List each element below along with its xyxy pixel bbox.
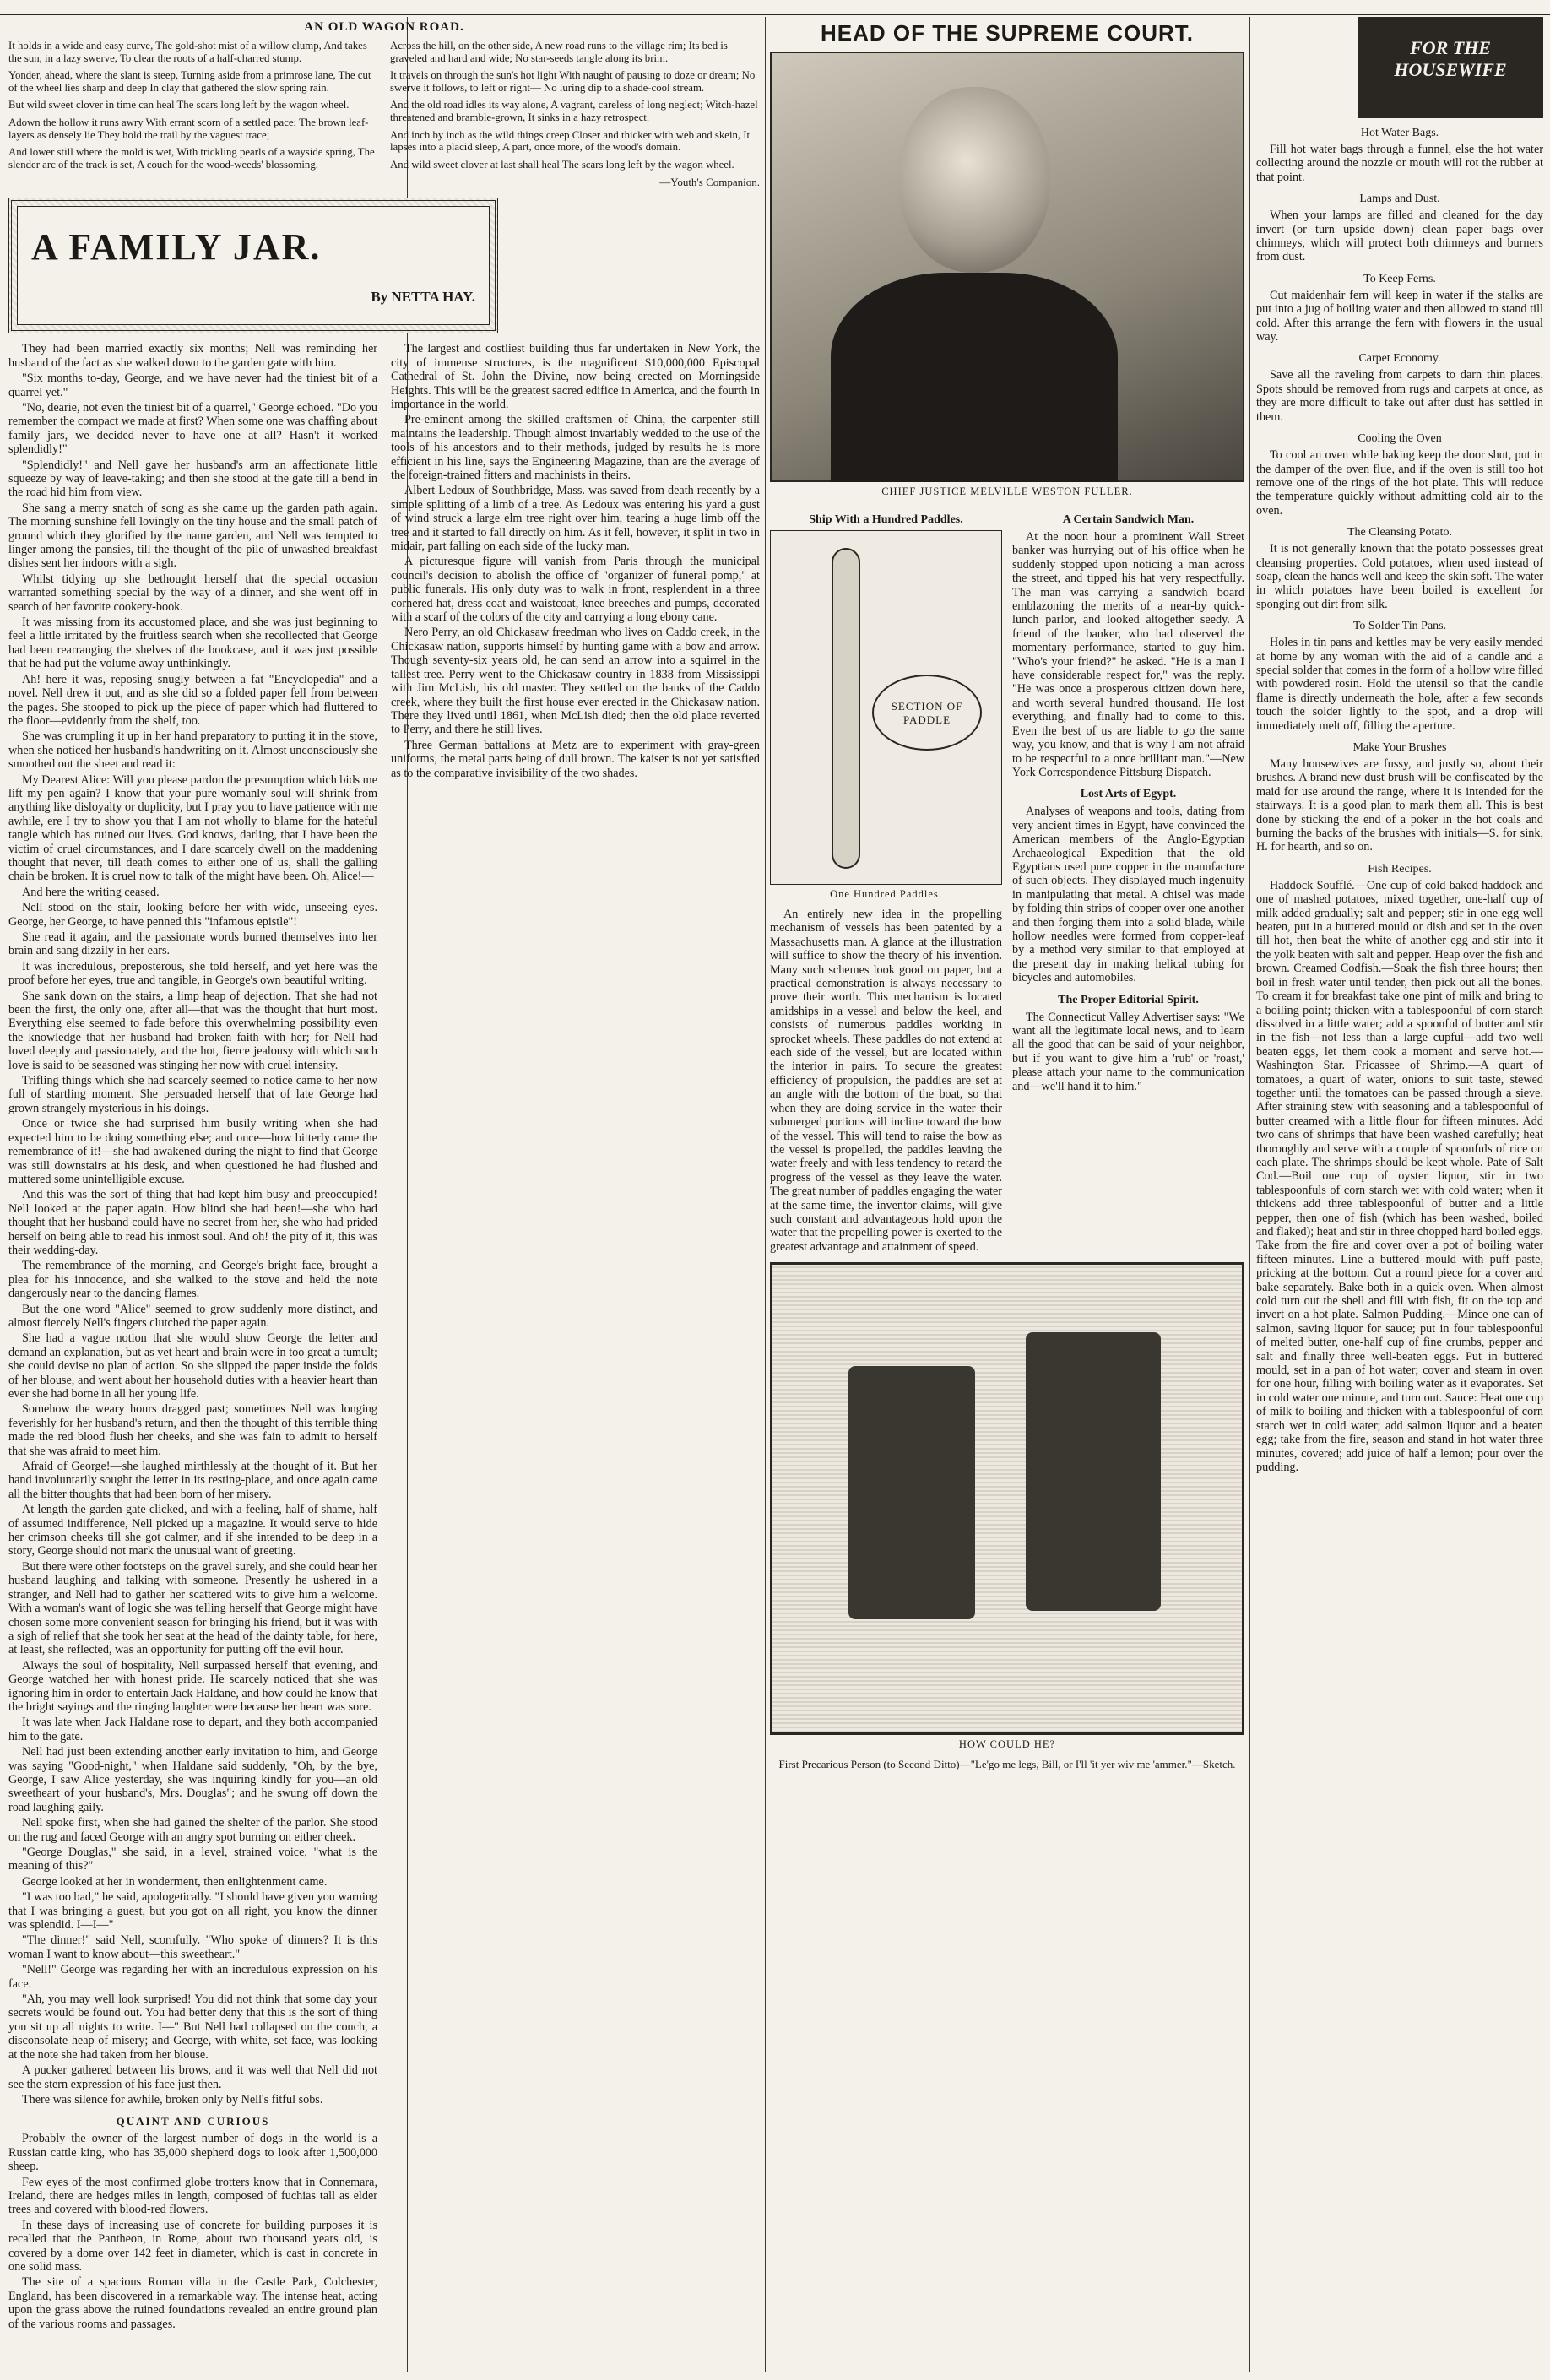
story-paragraph: Somehow the weary hours dragged past; sometimes Nell was longing feverishly for her husband's return, and then the thought of this terrible thing made the red blood flush her cheeks, and she was fain to admit to herself that she was afraid to meet him. [8,1402,377,1458]
paddle-section-label: SECTION OF PADDLE [872,675,982,751]
paddle-caption: One Hundred Paddles. [830,888,942,900]
story-paragraph: Ah! here it was, reposing snugly between a fat "Encyclopedia" and a novel. Nell drew it out, and as she did so a folded paper fell from between the pages. She stooped to pick up the piece of paper which had fluttered to the floor—evidently from the shelf, too. [8,672,377,728]
story-paragraph: It was missing from its accustomed place, and she was just beginning to feel a little irritated by the fruitless search when she recollected that George had been rearranging the shelves of the bookcase, and it was just possible that he had put the volume away unthinkingly. [8,615,377,671]
story-paragraph: She was crumpling it up in her hand preparatory to putting it in the stove, when she noticed her husband's handwriting on it. Almost unconsciously she smoothed out the sheet and read it: [8,729,377,772]
story-paragraph: She sang a merry snatch of song as she came up the garden path again. The morning sunshine fell lovingly on the tiny house and the small patch of ground which they glorified by the name garden, and Nell was tempted to linger among the pansies, till the thought of the pile of unwashed breakfast dishes sent her indoors with a sigh. [8,501,377,571]
story-paragraph: Afraid of George!—she laughed mirthlessly at the thought of it. But her hand involuntarily sought the letter in its resting-place, and once again came all the bitter thoughts that had been born of her misery. [8,1460,377,1501]
tip [1256,432,1543,518]
tip-title: To Keep Ferns. [1363,272,1436,285]
housewife-column [1256,17,1543,1476]
ship-paragraph: An entirely new idea in the propelling mechanism of vessels has been patented by a Massachusetts man. A glance at the illustration will suffice to show the theory of his invention. Many such schemes look good on paper, but a practical demonstration is always necessary to prove their worth. This mechanism is located amidships in a vessel and below the keel, and consists of numerous paddles working in sprocket wheels. These paddles do not extend at each side of the vessel, but are located within the interior in pairs. To secure the greatest efficiency of propulsion, the paddles are set at an angle with the bottom of the boat, so that when they are doing service in the water their submerged portions will incline toward the bow of the vessel. This will tend to raise the bow as the vessel is propelled, the paddles leaving the water freely and with less tendency to retard the progress of the vessel as they leave the water. The great number of paddles engaging the water at the same time, the inventor claims, will give such constant and advantageous hold upon the water that the propelling power is exerted to the greatest advantage and attainment of speed. [770,908,1002,1254]
poem-stanza: Across the hill, on the other side, A new road runs to the village rim; Its bed is graveled and hard and wide; No star-seeds tangle along its brim. [390,40,728,64]
tip-text: To cool an oven while baking keep the door shut, put in the damper of the oven flue, and if the oven is still too hot remove one of the rings of the hot plate. This will reduce the temperature quickly without admitting cold air to the oven. [1256,448,1543,518]
tip [1256,127,1543,184]
tip-text: Cut maidenhair fern will keep in water if the stalks are put into a jug of boiling water and then allowed to stand till cold. After this arrange the fern with flowers in the usual way. [1256,288,1543,344]
column-rule [765,17,766,2372]
top-border [0,0,1550,15]
story-paragraph: The remembrance of the morning, and George's bright face, brought a plea for his innocence, and she walked to the stove and held the note dangerously near to the dancing flames. [8,1259,377,1301]
fuller-portrait [770,52,1244,482]
story-paragraph: She had a vague notion that she would show George the letter and demand an explanation, but as yet heart and brain were in too great a tumult; she could devise no plan of action. So she slipped the paper inside the folds of her blouse, and went about her household duties with a heavier heart than ever she had borne in all her young life. [8,1331,377,1401]
story-paragraph: A pucker gathered between his brows, and it was well that Nell did not see the stern expression of his face just then. [8,2063,377,2091]
tip [1256,526,1543,611]
story-paragraph: "George Douglas," she said, in a level, strained voice, "what is the meaning of this?" [8,1846,377,1873]
supreme-caption: CHIEF JUSTICE MELVILLE WESTON FULLER. [881,485,1133,497]
cartoon-illustration [770,1262,1244,1735]
tip-text: Fill hot water bags through a funnel, else the hot water collecting around the nozzle or mouth will rot the rubber at that point. [1256,143,1543,184]
story-paragraph: "Six months to-day, George, and we have never had the tiniest bit of a quarrel yet." [8,371,377,399]
story-paragraph: It was incredulous, preposterous, she told herself, and yet here was the proof before her eyes, true and tangible, in George's own beautiful writing. [8,959,377,988]
tip-text: When your lamps are filled and cleaned for the day invert (or turn upside down) clean paper bags over chimneys, which will protect both chimneys and burners from dust. [1256,209,1543,264]
tip-title: To Solder Tin Pans. [1352,620,1447,633]
quaint-paragraph: Probably the owner of the largest number of dogs in the world is a Russian cattle king, who has 35,000 shepherd dogs to look after 1,500,000 sheep. [8,2132,377,2174]
quaint-paragraph: Few eyes of the most confirmed globe trotters know that in Connemara, Ireland, there are hedges miles in length, composed of fuchias tall as elder trees and covered with blood-red flowers. [8,2175,377,2217]
column-rule [1249,17,1250,2372]
story-body [8,342,760,2334]
story-paragraph: And this was the sort of thing that had kept him busy and preoccupied! Nell looked at the paper again. How blind she had been!—she who had thought that her husband could have no secret from her, she who had prided herself on being able to read his inmost soul. And oh! the pity of it, this was their wedding-day. [8,1188,377,1257]
portrait-robe [831,273,1118,482]
story-title: A FAMILY JAR. [31,226,322,268]
story-paragraph: Trifling things which she had scarcely seemed to notice came to her now full of startling moment. She persuaded herself that of late George had grown strangely mysterious in his doings. [8,1074,377,1115]
story-paragraph: She read it again, and the passionate words burned themselves into her brain and sang dizzily in her ears. [8,930,377,958]
cartoon-caption: First Precarious Person (to Second Ditto)—"Le'go me legs, Bill, or I'll 'it yer wiv me 'ammer."—Sketch. [778,1758,1236,1771]
story-banner-inner [17,206,490,325]
story-paragraph: Once or twice she had surprised him busily writing when she had expected him to be doing something else; and once—how bitterly came the remembrance of it!—she had awakened during the night to find that George was still downstairs at his desk, and when questioned he had flushed and muttered some unintelligible excuse. [8,1117,377,1186]
middle-block [770,17,1244,1778]
ship-sandwich-row [770,505,1244,1255]
sandwich-article [1012,505,1244,1255]
tip-text: Holes in tin pans and kettles may be very easily mended at home by any woman with the aid of a candle and a special solder that comes in the form of a hollow wire filled with powdered rosin. Hold the utensil so that the candle flame is directly underneath the hole, after a few seconds touch the solder lightly to the spot, and a drop will immediately melt off, filling the aperture. [1256,636,1543,733]
sandwich-title: A Certain Sandwich Man. [1062,513,1195,526]
left-block [8,17,760,2334]
quaint-paragraph: The site of a spacious Roman villa in the Castle Park, Colchester, England, has been discovered in a remarkable way. The intense heat, acting upon the grass above the ruined foundations revealed an entire ground plan of the various rooms and passages. [8,2275,377,2331]
poem-stanza: And inch by inch as the wild things creep Closer and thicker with web and skein, It lapses into a placid sleep, A part, once more, of the wood's domain. [390,128,751,154]
story-banner [8,198,498,333]
tip-title: Lamps and Dust. [1359,192,1440,206]
tip-title: Carpet Economy. [1358,352,1441,366]
tip [1256,741,1543,854]
quaint-paragraph: Pre-eminent among the skilled craftsmen of China, the carpenter still maintains the leadership. Though almost invariably wedded to the use of the tools of his ancestors and to their methods, judged by results he is more efficient in his line, says the Engineering Magazine, than are the average of the foreign-trained fitters and machinists in theirs. [391,413,760,482]
paddle-shaft-illustration [832,548,860,869]
poem-stanza: But wild sweet clover in time can heal The scars long left by the wagon wheel. [8,99,350,111]
story-paragraph: There was silence for awhile, broken only by Nell's fitful sobs. [22,2092,323,2106]
housewife-banner: FOR THE HOUSEWIFE [1358,17,1543,118]
story-paragraph: "Splendidly!" and Nell gave her husband's arm an affectionate little squeeze by way of leave-taking; and then she stood at the gate till a bend in the road hid him from view. [8,458,377,500]
story-paragraph: "No, dearie, not even the tiniest bit of a quarrel," George echoed. "Do you remember the compact we made at first? When some one was chaffing about family jars, we decided never to have one at all? Hasn't it worked splendidly!" [8,400,377,457]
story-paragraph: But there were other footsteps on the gravel surely, and she could hear her husband laughing and talking with someone. Presently he ushered in a stranger, and Nell had to gather her scattered wits to give him a welcome. With a woman's want of logic she was telling herself that George might have chosen some more convenient season for bringing his friend, but it was with a sigh of relief that she took her seat at the head of the dainty table, for here, at least, she reflected, was an opportunity for putting off the evil hour. [8,1559,377,1657]
story-paragraph: And here the writing ceased. [22,885,160,899]
tip-text: It is not generally known that the potato possesses great cleansing properties. Cold potatoes, when used instead of soap, clean the hands well and keep the skin soft. The water in which potatoes have been boiled is excellent for sponging out dirt from silk. [1256,542,1543,611]
egypt-paragraph: Analyses of weapons and tools, dating from very ancient times in Egypt, have convinced the American members of the Anglo-Egyptian Archaeological Expedition that the old Egyptians used pure copper in the manufacture of such objects. They displayed much ingenuity in manipulating that metal. A chisel was made by folding thin strips of copper over one another and then forging them into a solid blade, while hollow needles were formed from copper-leaf by a method very similar to that employed at the present day in making helical tubing for bicycles and automobiles. [1012,805,1244,985]
quaint-paragraph: The largest and costliest building thus far undertaken in New York, the city of immense structures, is the magnificent $10,000,000 Episcopal Cathedral of St. John the Divine, now being erected on Morningside Heights. This will be the greatest sacred edifice in America, and the fourth in importance in the world. [391,342,760,411]
tip [1256,273,1543,344]
cartoon-title: HOW COULD HE? [958,1738,1056,1751]
poem-stanza: And lower still where the mold is wet, With trickling pearls of a wayside spring, The slender arc of the track is set, A couch for the wood-weeds' blossoming. [8,146,375,171]
poem-stanza: And the old road idles its way alone, A vagrant, careless of long neglect; Witch-hazel threatened and bramble-grown, It sinks in a hazy retrospect. [390,99,758,123]
ship-article [770,505,1002,1255]
editorial-title: The Proper Editorial Spirit. [1058,993,1199,1006]
editorial-paragraph: The Connecticut Valley Advertiser says: "We want all the legitimate local news, and to learn all the good that can be said of your neighbor, but if you want to give him a 'rub' or 'roast,' please attach your name to the communication and—we'll hand it to him." [1012,1010,1244,1093]
story-paragraph: Always the soul of hospitality, Nell surpassed herself that evening, and George watched her with honest pride. He scarcely noticed that she was ignoring him in order to entertain Jack Haldane, and how could he know that the bright sayings and the ringing laughter were because her heart was sore. [8,1658,377,1714]
poem-left [8,40,378,189]
poem-stanza: It holds in a wide and easy curve, The gold-shot mist of a willow clump, And takes the sun, in a lazy swerve, To clear the roots of a half-charred stump. [8,40,367,64]
story-paragraph: At length the garden gate clicked, and with a feeling, half of shame, half of assumed indifference, Nell picked up a magazine. It would serve to hide her crimson cheeks till she got calmer, and if she intended to be deep in a story, George should not mark the unusual want of greeting. [8,1503,377,1559]
cartoon-figure-right [1026,1332,1161,1611]
quaint-paragraph: In these days of increasing use of concrete for building purposes it is recalled that the Pantheon, in Rome, about two thousand years old, is covered by a dome over 142 feet in diameter, which is cast in concrete in one solid mass. [8,2218,377,2274]
poem-stanza: Adown the hollow it runs awry With errant scorn of a settled pace; The brown leaf-layers as densely lie They hold the trail by the vaguest trace; [8,116,369,141]
quaint-paragraph: Albert Ledoux of Southbridge, Mass. was saved from death recently by a simple splitting of a limb of a tree. As Ledoux was entering his yard a gust of wind struck a large elm tree right over him, tearing a huge limb off the tree and it started to fall directly on him. As it fell, however, it split in two in midair, part falling on each side of the lucky man. [391,484,760,554]
cartoon-figure-left [848,1366,975,1619]
quaint-paragraph: Three German battalions at Metz are to experiment with gray-green uniforms, the metal parts being of dull brown. The kaiser is not yet satisfied as to the comparative invisibility of the two shades. [391,738,760,780]
sandwich-paragraph: At the noon hour a prominent Wall Street banker was hurrying out of his office when he suddenly stopped upon noticing a man across the street, and tipped his hat very respectfully. The man was carrying a sandwich board emblazoning the merits of a near-by quick-lunch parlor, and looked altogether seedy. A friend of the banker, who had observed the momentary performance, started to guy him. "Who's your friend?" he asked. "He is a man I have considerable respect for," was the reply. "He was once a prosperous citizen down here, and worth several hundred thousand. He lost everything, and finally had to come to this. Even the best of us are liable to go the same way, you know, and that is why I am not afraid to be respectful to a once brilliant man."—New York Correspondence Pittsburg Dispatch. [1012,530,1244,779]
story-paragraph: "I was too bad," he said, apologetically. "I should have given you warning that I was bringing a guest, but you got on all right, you know the dinner was splendid. I—I—" [8,1890,377,1933]
tip-title: Hot Water Bags. [1360,127,1439,139]
story-paragraph: Nell had just been extending another early invitation to him, and George was saying "Good-night," when Haldane said suddenly, "Oh, by the bye, George, I saw Alice yesterday, she was inquiring kindly for you—an old sweetheart of your husband's, Mrs. Douglas"; and he swung off down the road laughing gaily. [8,1745,377,1814]
quaint-paragraph: A picturesque figure will vanish from Paris through the municipal council's decision to abolish the office of "organizer of funeral pomp," at public funerals. His only duty was to walk in front, resplendent in a three cornered hat, dress coat and waistcoat, knee breeches and pumps, decorated with a scarf of the colors of the city and carrying a long ebony cane. [391,555,760,625]
portrait-head [898,87,1050,273]
tip-title: Fish Recipes. [1368,862,1432,876]
tip-text: Haddock Soufflé.—One cup of cold baked haddock and one of mashed potatoes, mixed together, one-half cup of milk added gradually; salt and pepper; stir in one egg well beaten, put in a buttered mould or dish and set in the oven till hot, then beat the white of another egg and stir into it the yolk beaten with salt and pepper. Heap over the fish and brown. Creamed Codfish.—Soak the fish three hours; then boil in fresh water until tender, then pick out all the bones. To cream it for breakfast take one pint of milk and bring to a boiling point; thicken with a tablespoonful of corn starch dissolved in a little water; add a spoonful of butter and stir in the fish—not less than a large cupful—add two well beaten eggs, let them cook a moment and serve hot.—Washington Star. Fricassee of Shrimp.—A quart of tomatoes, a quart of water, onions to suit taste, stewed together until the tomatoes can be passed through a sieve. After straining stew with seasoning and a tablespoonful of butter creamed with a little flour for fifteen minutes. Add two cans of shrimps that have been washed carefully; heat thoroughly and serve with a couple of spoonfuls of rice on each plate. The shrimps should be kept whole. Pate of Salt Cod.—Boil one cup of oyster liquor, stir in two tablespoonfuls of corn starch wet with cold water; when it thickens add three tablespoonful of butter and a little pepper, then one of fish (which has been washed, boiled and flaked); heat and stir in three chopped hard boiled eggs. Take from the fire and cover over a pot of boiling water fifteen minutes. Line a buttered mould with puff paste, pricking at the bottom. Cut a round piece for a cover and bake separately. Bake both in a quick oven. When almost cold turn out the shell and fill with fish, fit on the top and invert on a hot plate. Salmon Pudding.—Mince one can of salmon, saving liquor for sauce; put in four tablespoonful of melted butter, one-half cup of fine crumbs, pepper and salt and finally three well-beaten eggs. Put in buttered mould, set in a pan of hot water; cover and steam in oven for one hour, filling with boiling water as it evaporates. Set in cold water one minute, and turn out. Sauce: Heat one cup of milk to boiling and thicken with a tablespoonful of corn starch wet in cold water; add salmon liquor and a beaten egg; take from the fire, season and stand in hot water three minutes, covered; add juice of half a lemon; pour over the pudding. [1256,878,1543,1474]
tip-text: Many housewives are fussy, and justly so, about their brushes. A brand new dust brush will be confiscated by the maid for use around the range, where it is intended for the stairways. It is a good plan to mark them all. This is best done by sticking the end of a poker in the hot coals and burning the backs of the brushes with initials—S. for sink, H. for hearth, and so on. [1256,757,1543,854]
poem-stanza: Yonder, ahead, where the slant is steep, Turning aside from a primrose lane, The cut of the wheel lies sharp and deep In clay that gathered the slow spring rain. [8,69,371,94]
tip-title: Make Your Brushes [1352,741,1447,754]
tip-title: The Cleansing Potato. [1347,526,1453,539]
tip [1256,620,1543,733]
story-paragraph: Nell spoke first, when she had gained the shelter of the parlor. She stood on the rug and faced George with an angry spot burning on either cheek. [8,1816,377,1844]
poem-stanza: And wild sweet clover at last shall heal The scars long left by the wagon wheel. [390,158,734,171]
story-paragraph: Whilst tidying up she bethought herself that the special occasion warranted something special by the way of a dinner, and she went off in search of her favorite cookery-book. [8,572,377,614]
tip [1256,863,1543,1474]
story-paragraph: She sank down on the stairs, a limp heap of dejection. That she had not been the first, the only one, after all—that was the thought that hurt most. Everything else seemed to fade before this overwhelming possibility even the knowledge that her husband had broken faith with her; for Nell had loved deeply and passionately, and the hot, fierce jealousy with which such love is said to be seasoned was stinging her now with cruel intensity. [8,989,377,1072]
quaint-title: QUAINT AND CURIOUS [116,2115,270,2128]
poem [8,40,760,189]
tip-title: Cooling the Oven [1358,432,1442,446]
egypt-title: Lost Arts of Egypt. [1080,788,1177,801]
story-paragraph: It was late when Jack Haldane rose to depart, and they both accompanied him to the gate. [8,1716,377,1743]
tip [1256,352,1543,424]
poem-credit: —Youth's Companion. [659,176,760,189]
story-paragraph: But the one word "Alice" seemed to grow suddenly more distinct, and almost fiercely Nell's fingers clutched the paper again. [8,1302,377,1330]
quaint-paragraph: Nero Perry, an old Chickasaw freedman who lives on Caddo creek, in the Chickasaw nation, supports himself by hunting game with a bow and arrow. Though seventy-six years old, he can send an arrow into a squirrel in the tallest tree. Perry went to the Chickasaw country in 1838 from Mississippi with Jim McLish, his old master. They settled on the banks of the Caddo creek, where they built the first house ever erected in the Chickasaw nation. There they lived until 1861, when McLish died; then the old place reverted to Perry, and there he still lives. [391,626,760,737]
ship-title: Ship With a Hundred Paddles. [809,513,963,526]
tip-text: Save all the raveling from carpets to darn thin places. Spots should be removed from rugs and carpets at once, as they are more difficult to take out after dust has settled in them. [1256,368,1543,424]
story-byline: By NETTA HAY. [371,289,475,306]
story-paragraph: "Nell!" George was regarding her with an incredulous expression on his face. [8,1963,377,1991]
story-paragraph: My Dearest Alice: Will you please pardon the presumption which bids me lift my pen again? I know that your pure womanly soul will shrink from anything like disloyalty or duplicity, but I pray you to have patience with me awhile, ere I try to show you that I am not wholly to blame for the hateful tangle which has ruined our lives. God knows, darling, that I have been the victim of cruel circumstances, and I dare scarcely dwell on the maddening thought that never, till death comes to either one of us, shall the galling chain be broken. It is cruel now to talk of the might have been. Oh, Alice!— [8,773,377,884]
paddle-figure [770,530,1002,885]
supreme-headline: HEAD OF THE SUPREME COURT. [820,20,1195,46]
poem-title: AN OLD WAGON ROAD. [304,20,464,34]
poem-stanza: It travels on through the sun's hot light With naught of pausing to doze or dream; No swerve it follows, to left or right— No luring dip to a shade-cool stream. [390,69,756,94]
poem-right [390,40,760,189]
tip [1256,192,1543,264]
story-paragraph: "Ah, you may well look surprised! You did not think that some day your secrets would be found out. You had better deny that this is the sort of thing you sit up all nights to write. I—" But Nell had collapsed on the couch, a disconsolate heap of misery; and George, with white, set face, was looking at the note she had taken from her blouse. [8,1992,377,2062]
story-paragraph: George looked at her in wonderment, then enlightenment came. [22,1874,328,1889]
story-paragraph: They had been married exactly six months; Nell was reminding her husband of the fact as she walked down to the garden gate with him. [8,342,377,370]
story-paragraph: Nell stood on the stair, looking before her with wide, unseeing eyes. George, her George, to have penned this "infamous epistle"! [8,901,377,929]
story-paragraph: "The dinner!" said Nell, scornfully. "Who spoke of dinners? It is this woman I want to know about—this sweetheart." [8,1933,377,1961]
